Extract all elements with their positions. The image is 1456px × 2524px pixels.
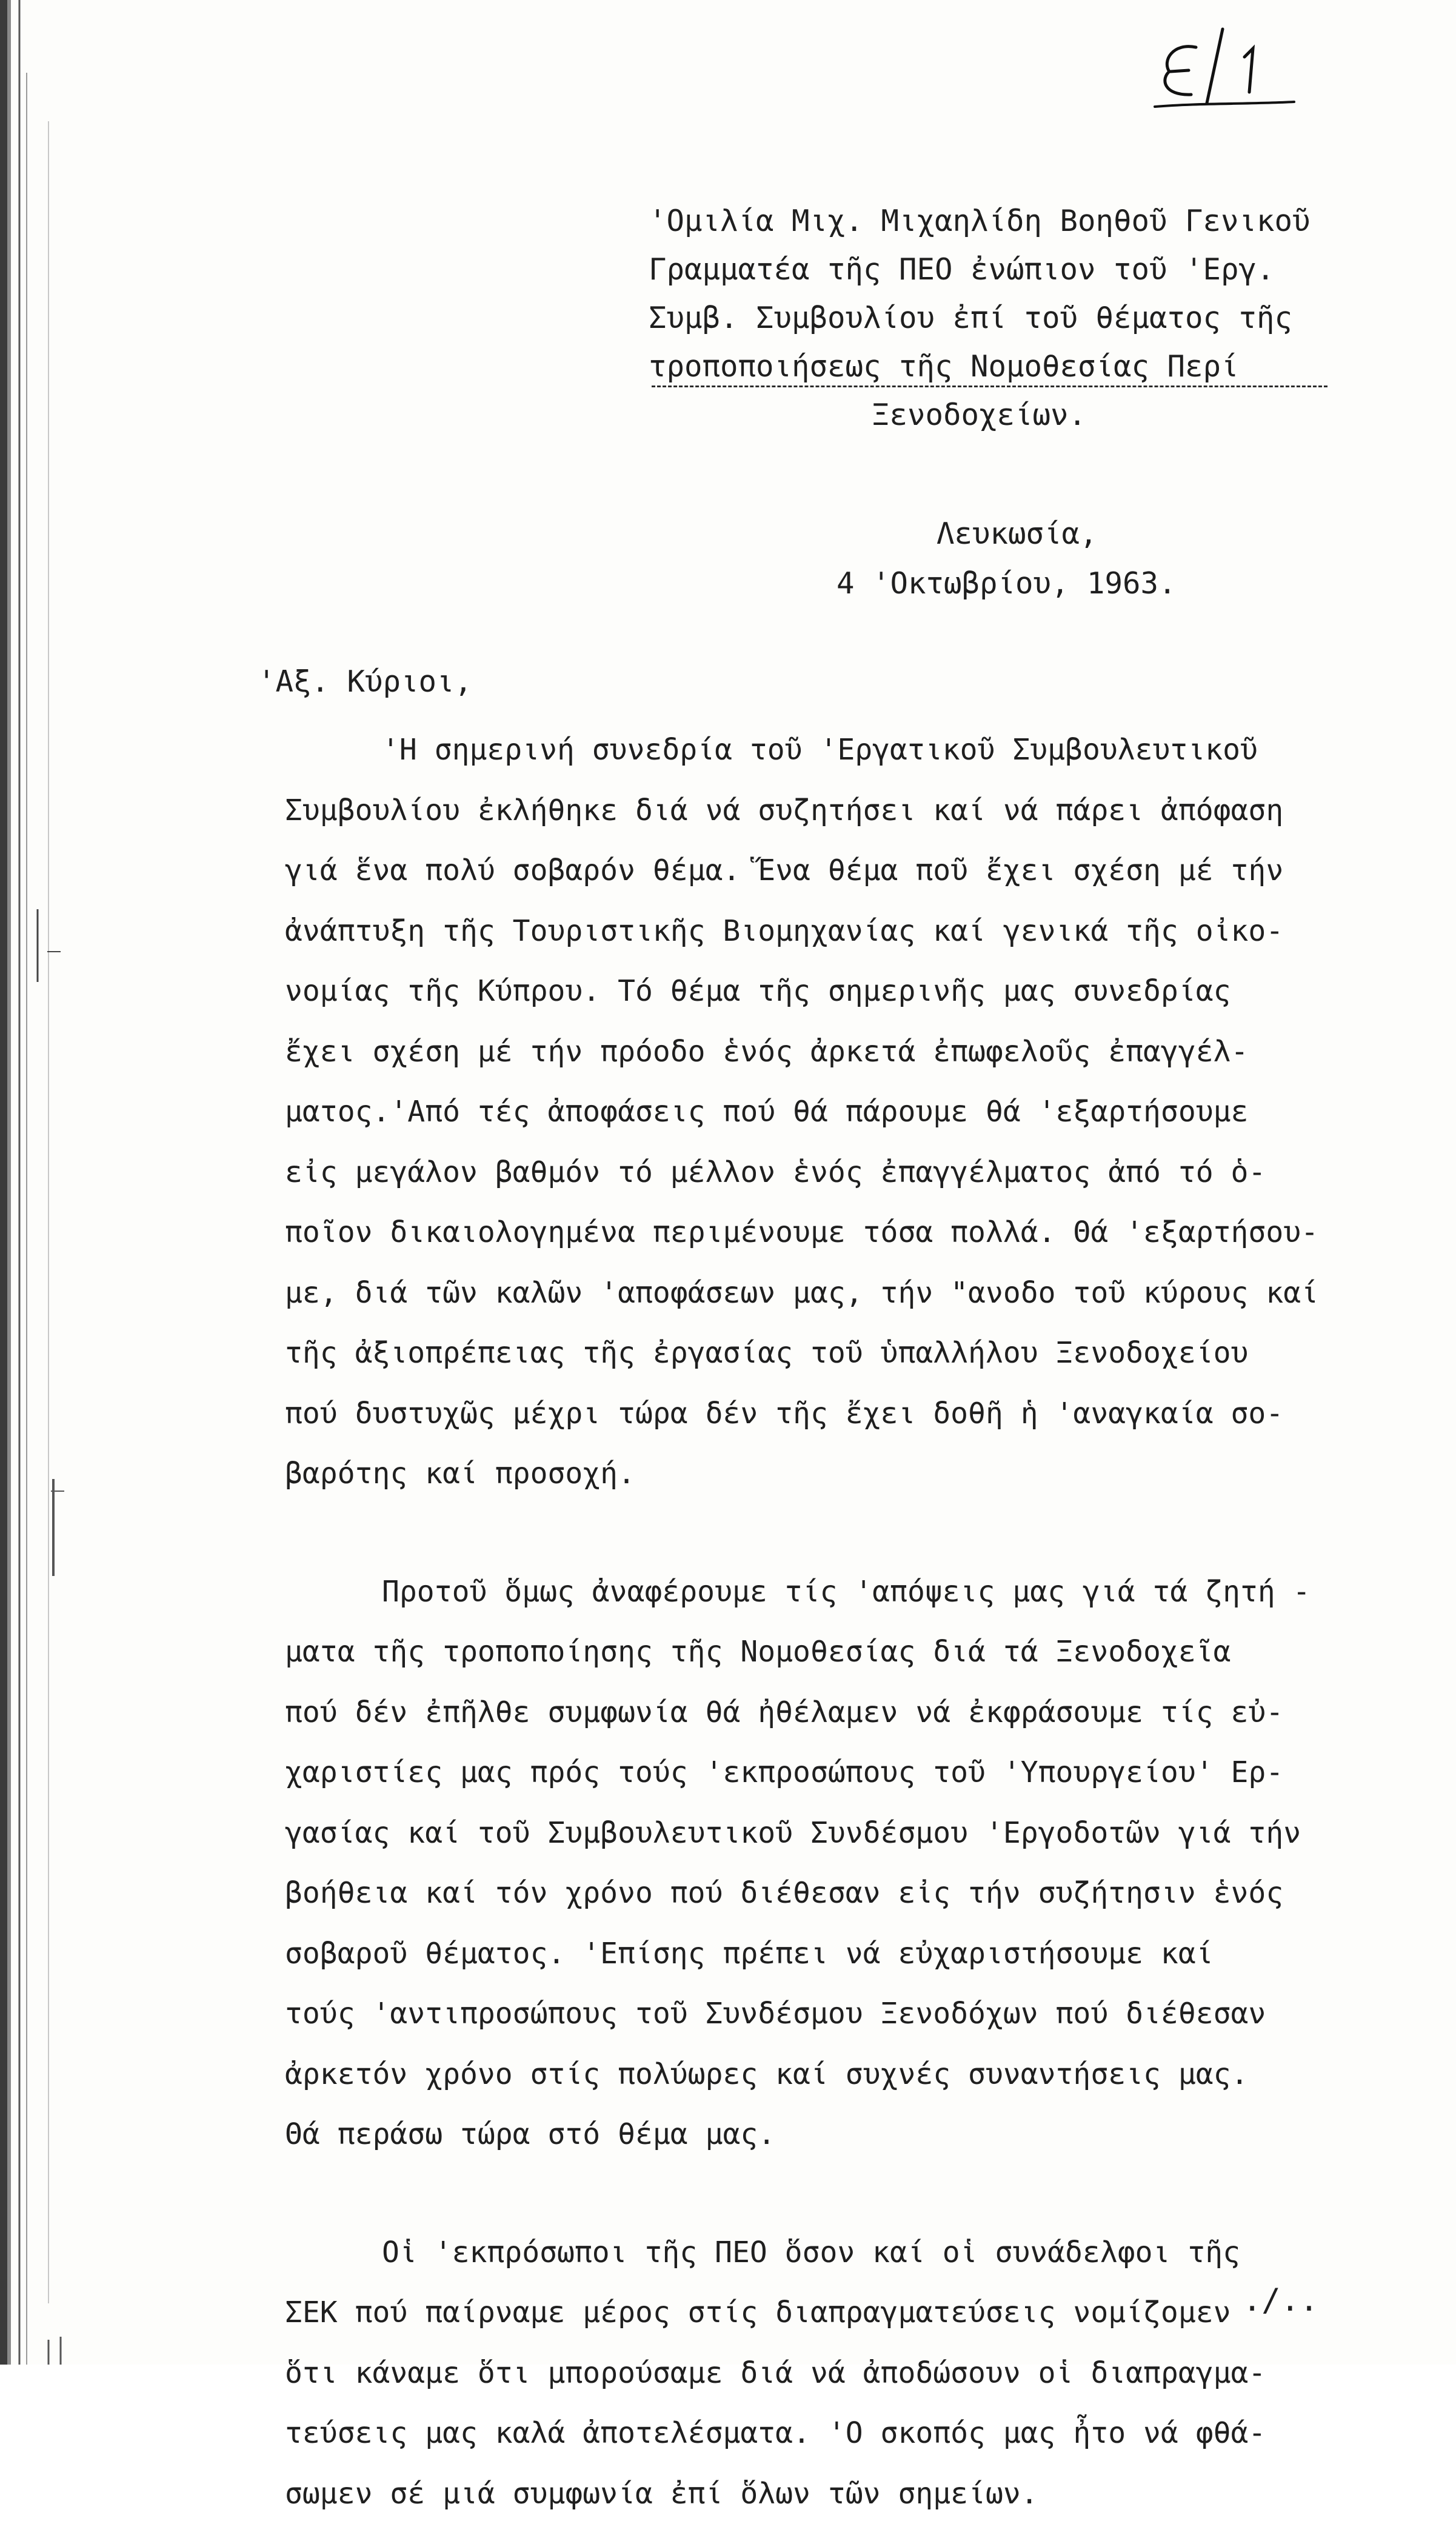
heading-line: Συμβ. Συμβουλίου ἐπί τοῦ θέματος τῆς [649,294,1346,342]
continuation-mark: ./.. [1243,2282,1318,2319]
text-line: τῆς ἀξιοπρέπειας τῆς ἐργασίας τοῦ ὑπαλλήλου Ξενοδοχείου [285,1323,1364,1384]
handwritten-reference-mark [1149,24,1300,115]
text-line: Προτοῦ ὅμως ἀναφέρουμε τίς 'απόψεις μας γιά τά ζητή - [285,1562,1364,1623]
text-line: ὅτι κάναμε ὅτι μπορούσαμε διά νά ἀποδώσουν οἱ διαπραγμα- [285,2343,1364,2404]
heading-line: Ξενοδοχείων. [649,391,1346,439]
text-line: ποῖον δικαιολογημένα περιμένουμε τόσα πολλά. Θά 'εξαρτήσου- [285,1203,1364,1263]
text-line: χαριστίες μας πρός τούς 'εκπροσώπους τοῦ 'Υπουργείου' Ερ- [285,1743,1364,1803]
text-line: βοήθεια καί τόν χρόνο πού διέθεσαν εἰς τήν συζήτησιν ἑνός [285,1863,1364,1924]
text-line: ματος.'Από τές ἀποφάσεις πού θά πάρουμε θά 'εξαρτήσουμε [285,1082,1364,1143]
text-line: εἰς μεγάλον βαθμόν τό μέλλον ἑνός ἐπαγγέλματος ἀπό τό ὁ- [285,1143,1364,1203]
text-line: ματα τῆς τροποποίησης τῆς Νομοθεσίας διά τά Ξενοδοχεῖα [285,1622,1364,1683]
text-line: γιά ἕνα πολύ σοβαρόν θέμα. Ἕνα θέμα ποῦ ἔχει σχέση μέ τήν [285,841,1364,901]
text-line: 'Η σημερινή συνεδρία τοῦ 'Εργατικοῦ Συμβουλευτικοῦ [285,720,1364,781]
text-line: πού δυστυχῶς μέχρι τώρα δέν τῆς ἔχει δοθῆ ἡ 'αναγκαία σο- [285,1384,1364,1444]
text-line: Θά περάσω τώρα στό θέμα μας. [285,2105,1364,2165]
text-line: ΣΕΚ πού παίρναμε μέρος στίς διαπραγματεύσεις νομίζομεν [285,2283,1364,2343]
salutation: 'Αξ. Κύριοι, [258,658,472,706]
text-line: ἀρκετόν χρόνο στίς πολύωρες καί συχνές συναντήσεις μας. [285,2045,1364,2105]
date: 4 'Οκτωβρίου, 1963. [837,559,1334,609]
text-line: τεύσεις μας καλά ἀποτελέσματα. 'Ο σκοπός μας ἦτο νά φθά- [285,2403,1364,2464]
heading-line: τροποποιήσεως τῆς Νομοθεσίας Περί [649,342,1346,391]
text-line: ἔχει σχέση μέ τήν πρόοδο ἑνός ἀρκετά ἐπωφελοῦς ἐπαγγέλ- [285,1022,1364,1083]
scan-margin-artifacts [0,0,67,2365]
place-and-date [837,509,1334,609]
heading-line: Γραμματέα τῆς ΠΕΟ ἐνώπιον τοῦ 'Εργ. [649,245,1346,294]
text-line: με, διά τῶν καλῶν 'αποφάσεων μας, τήν "ανοδο τοῦ κύρους καί [285,1263,1364,1324]
text-line: ἀνάπτυξη τῆς Τουριστικῆς Βιομηχανίας καί γενικά τῆς οἰκο- [285,901,1364,962]
text-line: Οἱ 'εκπρόσωποι τῆς ΠΕΟ ὅσον καί οἱ συνάδελφοι τῆς [285,2223,1364,2283]
handwritten-mark-drawing [1149,24,1300,115]
letter-body [285,720,1364,2524]
text-line: τούς 'αντιπροσώπους τοῦ Συνδέσμου Ξενοδόχων πού διέθεσαν [285,1984,1364,2045]
heading-underline-rule [652,386,1327,387]
text-line: βαρότης καί προσοχή. [285,1444,1364,1504]
text-line: νομίας τῆς Κύπρου. Τό θέμα τῆς σημερινῆς μας συνεδρίας [285,961,1364,1022]
text-line: γασίας καί τοῦ Συμβουλευτικοῦ Συνδέσμου 'Εργοδοτῶν γιά τήν [285,1803,1364,1864]
paragraph [285,1562,1364,2165]
text-line: Συμβουλίου ἐκλήθηκε διά νά συζητήσει καί νά πάρει ἀπόφαση [285,781,1364,841]
paragraph [285,720,1364,1504]
text-line: σωμεν σέ μιά συμφωνία ἐπί ὅλων τῶν σημείων. [285,2464,1364,2524]
text-line: σοβαροῦ θέματος. 'Επίσης πρέπει νά εὐχαριστήσουμε καί [285,1924,1364,1985]
heading-line: 'Ομιλία Μιχ. Μιχαηλίδη Βοηθοῦ Γενικοῦ [649,197,1346,245]
text-line: πού δέν ἐπῆλθε συμφωνία θά ἠθέλαμεν νά ἐκφράσουμε τίς εὐ- [285,1683,1364,1743]
place: Λευκωσία, [837,509,1334,559]
document-heading [649,197,1346,439]
paragraph [285,2223,1364,2524]
